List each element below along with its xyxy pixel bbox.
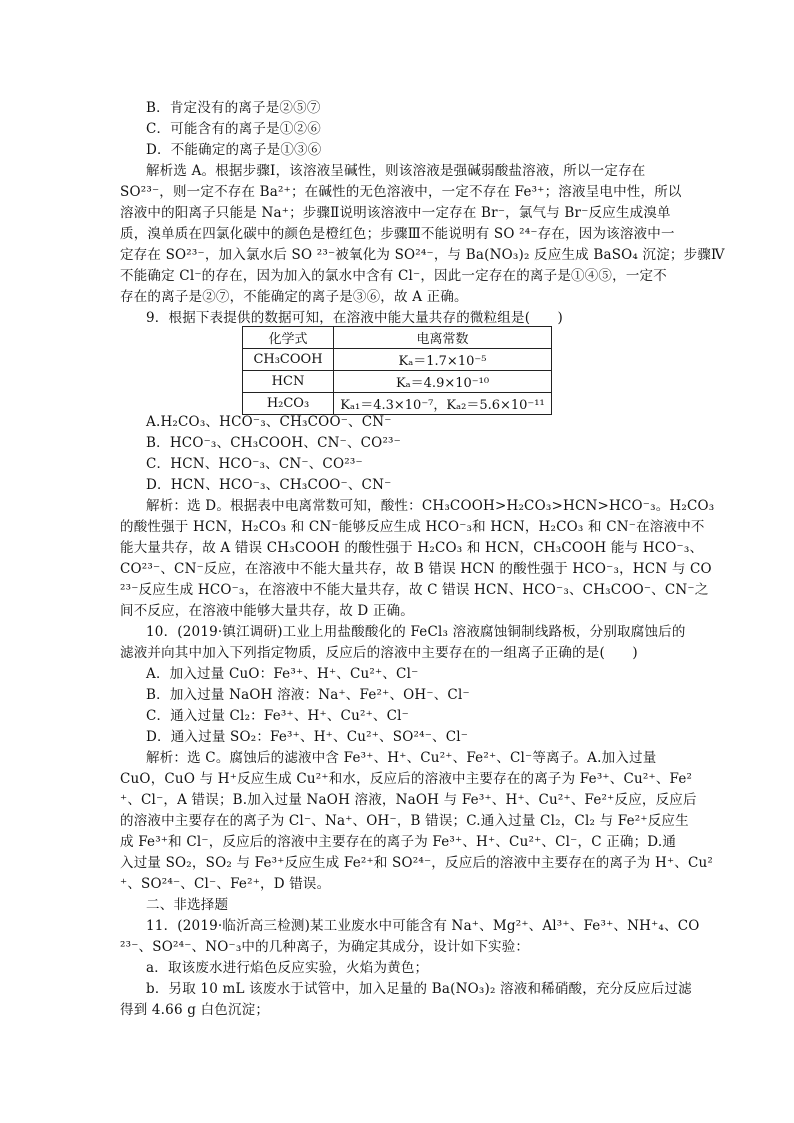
text-line: D．不能确定的离子是①③⑥ [146,142,322,158]
text-line: D．HCN、HCO⁻₃、CH₃COO⁻、CN⁻ [146,477,392,493]
table-cell-constant: Kₐ₁＝4.3×10⁻⁷，Kₐ₂＝5.6×10⁻¹¹ [334,393,552,415]
text-line: CuO，CuO 与 H⁺反应生成 Cu²⁺和水，反应后的溶液中主要存在的离子为 Fe³⁺、Cu²⁺、Fe² [120,771,693,787]
text-line: SO²³⁻，则一定不存在 Ba²⁺；在碱性的无色溶液中，一定不存在 Fe³⁺；溶液呈电中性，所以 [120,184,682,200]
text-line: C．可能含有的离子是①②⑥ [146,121,321,137]
text-line: D．通入过量 SO₂：Fe³⁺、H⁺、Cu²⁺、SO²⁴⁻、Cl⁻ [146,729,469,745]
text-line: 解析：选 C。腐蚀后的滤液中含 Fe³⁺、H⁺、Cu²⁺、Fe²⁺、Cl⁻等离子。A.加入过量 [146,750,657,766]
text-line: 的溶液中主要存在的离子为 Cl⁻、Na⁺、OH⁻，B 错误；C.通入过量 Cl₂，Cl₂ 与 Fe²⁺反应生 [120,813,689,829]
text-line: 得到 4.66 g 白色沉淀； [120,1002,270,1018]
text-line: CO²³⁻、CN⁻反应，在溶液中不能大量共存，故 B 错误 HCN 的酸性强于 HCO⁻₃，HCN 与 CO [120,561,712,577]
text-line: 解析选 A。根据步骤Ⅰ，该溶液呈碱性，则该溶液是强碱弱酸盐溶液，所以一定存在 [146,163,646,179]
text-line: 存在的离子是②⑦，不能确定的离子是③⑥，故 A 正确。 [120,289,468,305]
text-line: 质，溴单质在四氯化碳中的颜色是橙红色；步骤Ⅲ不能说明有 SO ²⁴⁻存在，因为该溶液中一 [120,226,675,242]
ionization-constant-table [242,326,552,415]
text-line: ²³⁻、SO²⁴⁻、NO⁻₃中的几种离子，为确定其成分，设计如下实验： [120,939,530,955]
table-header-row [243,327,552,349]
text-line: C．HCN、HCO⁻₃、CN⁻、CO²³⁻ [146,456,363,472]
text-line: ⁺、Cl⁻，A 错误；B.加入过量 NaOH 溶液，NaOH 与 Fe³⁺、H⁺、Cu²⁺、Fe²⁺反应，反应后 [120,792,697,808]
table-header-formula: 化学式 [243,327,334,349]
text-line: 的酸性强于 HCN，H₂CO₃ 和 CN⁻能够反应生成 HCO⁻₃和 HCN，H₂CO₃ 和 CN⁻在溶液中不 [120,519,705,535]
text-line: a．取该废水进行焰色反应实验，火焰为黄色； [146,960,429,976]
table-row [243,371,552,393]
table-cell-constant: Kₐ＝1.7×10⁻⁵ [334,349,552,371]
text-line: 定存在 SO²³⁻，加入氯水后 SO ²³⁻被氧化为 SO²⁴⁻，与 Ba(NO₃)₂ 反应生成 BaSO₄ 沉淀；步骤Ⅳ [120,247,725,263]
table-cell-formula: HCN [243,371,334,393]
text-line: 10．(2019·镇江调研)工业上用盐酸酸化的 FeCl₃ 溶液腐蚀铜制线路板，分别取腐蚀后的 [146,624,686,640]
table-row [243,349,552,371]
table-header-constant: 电离常数 [334,327,552,349]
table-row [243,393,552,415]
text-line: B．加入过量 NaOH 溶液：Na⁺、Fe²⁺、OH⁻、Cl⁻ [146,687,470,703]
text-line: 能大量共存，故 A 错误 CH₃COOH 的酸性强于 H₂CO₃ 和 HCN，CH₃COOH 能与 HCO⁻₃、 [120,540,704,556]
text-line: 间不反应，在溶液中能够大量共存，故 D 正确。 [120,603,415,619]
text-line: 溶液中的阳离子只能是 Na⁺；步骤Ⅱ说明该溶液中一定存在 Br⁻，氯气与 Br⁻反应生成溴单 [120,205,671,221]
table-cell-formula: H₂CO₃ [243,393,334,415]
text-line: A.H₂CO₃、HCO⁻₃、CH₃COO⁻、CN⁻ [146,414,392,430]
text-line: A．加入过量 CuO：Fe³⁺、H⁺、Cu²⁺、Cl⁻ [146,666,419,682]
text-line: B．肯定没有的离子是②⑤⑦ [146,100,321,116]
text-line: 9．根据下表提供的数据可知，在溶液中能大量共存的微粒组是( ) [146,310,564,326]
text-line: 成 Fe³⁺和 Cl⁻，反应后的溶液中主要存在的离子为 Fe³⁺、H⁺、Cu²⁺、Cl⁻，C 正确；D.通 [120,834,677,850]
text-line: 11．(2019·临沂高三检测)某工业废水中可能含有 Na⁺、Mg²⁺、Al³⁺、Fe³⁺、NH⁺₄、CO [146,918,700,934]
table-cell-formula: CH₃COOH [243,349,334,371]
text-line: b．另取 10 mL 该废水于试管中，加入足量的 Ba(NO₃)₂ 溶液和稀硝酸，充分反应后过滤 [146,981,692,997]
text-line: B．HCO⁻₃、CH₃COOH、CN⁻、CO²³⁻ [146,435,401,451]
text-line: 二、非选择题 [146,897,229,913]
text-line: 入过量 SO₂，SO₂ 与 Fe³⁺反应生成 Fe²⁺和 SO²⁴⁻，反应后的溶液中主要存在的离子为 H⁺、Cu² [120,855,714,871]
text-line: 滤液并向其中加入下列指定物质，反应后的溶液中主要存在的一组离子正确的是( ) [120,645,638,661]
table-cell-constant: Kₐ＝4.9×10⁻¹⁰ [334,371,552,393]
text-line: 解析：选 D。根据表中电离常数可知，酸性：CH₃COOH>H₂CO₃>HCN>HCO⁻₃。H₂CO₃ [146,498,715,514]
text-line: ²³⁻反应生成 HCO⁻₃，在溶液中不能大量共存，故 C 错误 HCN、HCO⁻₃、CH₃COO⁻、CN⁻之 [120,582,709,598]
text-line: C．通入过量 Cl₂：Fe³⁺、H⁺、Cu²⁺、Cl⁻ [146,708,409,724]
text-line: ⁺、SO²⁴⁻、Cl⁻、Fe²⁺，D 错误。 [120,876,331,892]
text-line: 不能确定 Cl⁻的存在，因为加入的氯水中含有 Cl⁻，因此一定存在的离子是①④⑤，一定不 [120,268,667,284]
